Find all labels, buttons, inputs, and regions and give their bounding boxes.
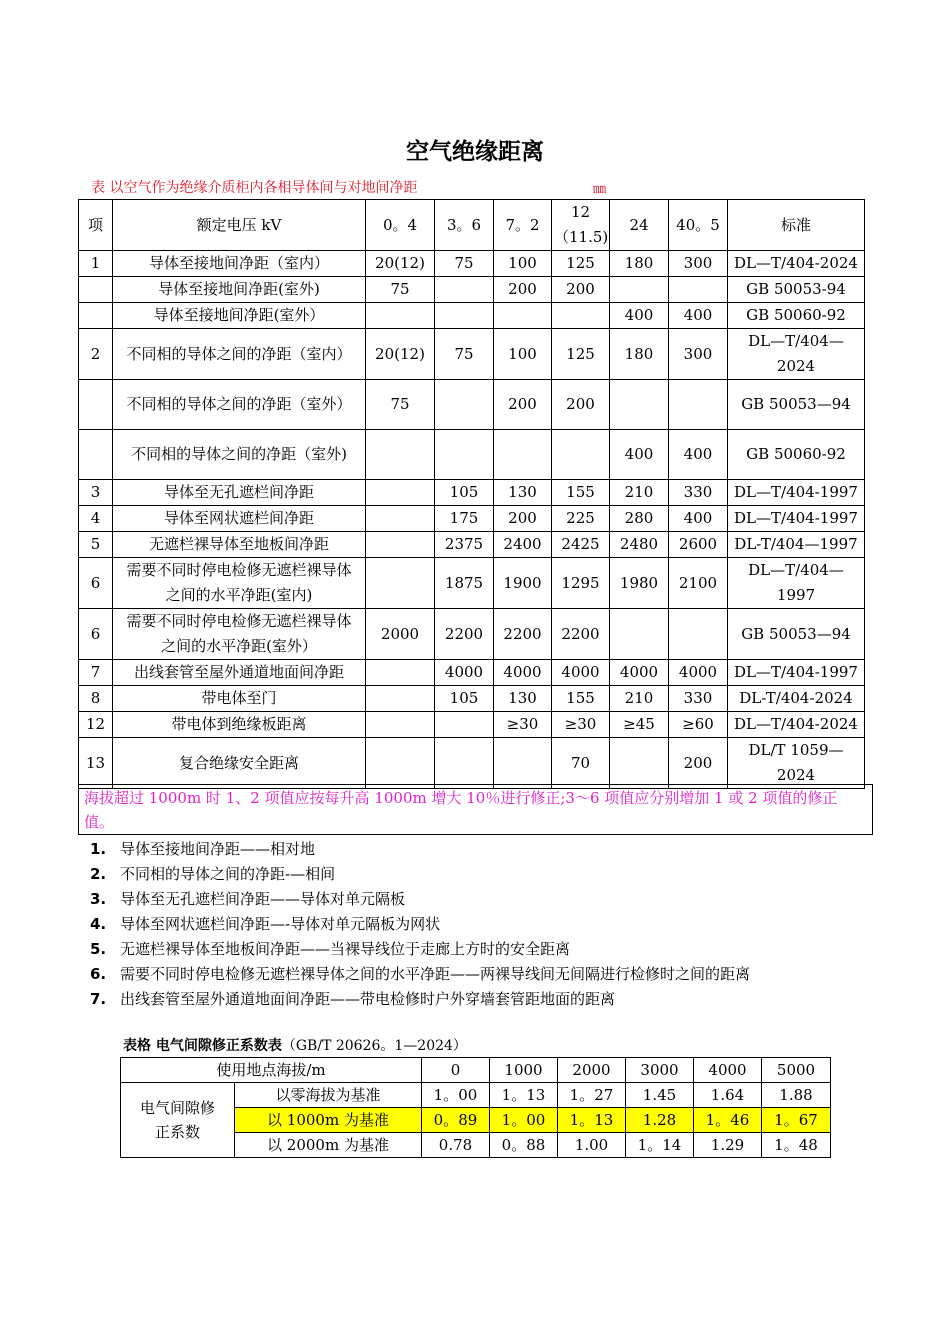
table-cell: 210 [610, 480, 669, 506]
definition-number: 3. [90, 890, 107, 908]
table-cell: 200 [494, 506, 552, 532]
table-cell: GB 50053—94 [728, 609, 865, 660]
page-title: 空气绝缘距离 [406, 139, 544, 165]
table-cell: 需要不同时停电检修无遮栏裸导体之间的水平净距(室外） [113, 609, 366, 660]
definition-text: 出线套管至屋外通道地面间净距——带电检修时户外穿墙套管距地面的距离 [120, 990, 616, 1008]
table-cell: 4000 [494, 660, 552, 686]
header-cell: 标准 [728, 200, 865, 251]
correction-header-cell: 0 [422, 1058, 490, 1083]
table-cell: 4000 [552, 660, 610, 686]
table-cell: 400 [610, 430, 669, 480]
table-cell: 1900 [494, 558, 552, 609]
correction-cell: 1。00 [490, 1108, 558, 1133]
header-cell: 12（11.5) [552, 200, 610, 251]
table-unit: ㎜ [593, 182, 607, 197]
table-cell: GB 50060-92 [728, 430, 865, 480]
table-cell: 180 [610, 329, 669, 380]
correction-cell: 1.28 [626, 1108, 694, 1133]
table-cell: GB 50053—94 [728, 380, 865, 430]
table-cell [366, 303, 435, 329]
table-row [79, 686, 865, 712]
table-cell: 1875 [435, 558, 494, 609]
correction-cell: 1。13 [558, 1108, 626, 1133]
table-row [79, 660, 865, 686]
table-cell: 2200 [494, 609, 552, 660]
table-cell: 75 [366, 380, 435, 430]
header-cell: 3。6 [435, 200, 494, 251]
table-cell: 280 [610, 506, 669, 532]
correction-cell: 0.78 [422, 1133, 490, 1158]
table-cell: 2200 [552, 609, 610, 660]
correction-cell: 1.88 [762, 1083, 831, 1108]
definition-text: 导体至接地间净距——相对地 [120, 840, 316, 858]
table-cell: 3 [79, 480, 113, 506]
table-cell: 导体至接地间净距(室外） [113, 303, 366, 329]
clearance-table [78, 199, 865, 789]
table-cell: 6 [79, 558, 113, 609]
definition-item [90, 887, 750, 912]
table-cell [366, 712, 435, 738]
table-cell: 75 [435, 251, 494, 277]
table-cell [494, 738, 552, 789]
table-cell: 2425 [552, 532, 610, 558]
table-cell: 2400 [494, 532, 552, 558]
table-cell: DL—T/404—2024 [728, 329, 865, 380]
correction-cell: 0。89 [422, 1108, 490, 1133]
table-cell: 2600 [669, 532, 728, 558]
table-cell: 330 [669, 686, 728, 712]
table-cell: 20(12) [366, 329, 435, 380]
table-cell: ≥60 [669, 712, 728, 738]
table-cell: 不同相的导体之间的净距（室外） [113, 380, 366, 430]
correction-cell: 以 1000m 为基准 [235, 1108, 422, 1133]
table-cell: 13 [79, 738, 113, 789]
table-cell [669, 277, 728, 303]
table-cell: 4000 [610, 660, 669, 686]
table-cell: 2 [79, 329, 113, 380]
table-cell: 225 [552, 506, 610, 532]
table-cell: 130 [494, 480, 552, 506]
definition-item [90, 862, 750, 887]
table-cell: 导体至接地间净距（室内） [113, 251, 366, 277]
header-cell: 40。5 [669, 200, 728, 251]
table-cell [366, 738, 435, 789]
table-cell: 4000 [435, 660, 494, 686]
header-cell: 额定电压 kV [113, 200, 366, 251]
table-cell [610, 380, 669, 430]
definition-number: 7. [90, 990, 107, 1008]
table-row [79, 380, 865, 430]
table-cell: 200 [669, 738, 728, 789]
correction-row [121, 1083, 831, 1108]
table-cell [494, 430, 552, 480]
table-cell: 带电体到绝缘板距离 [113, 712, 366, 738]
table-cell [669, 609, 728, 660]
table-cell: 6 [79, 609, 113, 660]
table-cell [435, 303, 494, 329]
correction-header-cell: 1000 [490, 1058, 558, 1083]
correction-cell: 1.45 [626, 1083, 694, 1108]
table-cell: DL—T/404-1997 [728, 480, 865, 506]
table-cell: 130 [494, 686, 552, 712]
header-cell: 24 [610, 200, 669, 251]
table-cell: 出线套管至屋外通道地面间净距 [113, 660, 366, 686]
table-caption-text: 表 以空气作为绝缘介质柜内各相导体间与对地间净距 [91, 180, 418, 196]
table-cell [435, 277, 494, 303]
table-cell: DL—T/404—1997 [728, 558, 865, 609]
table-cell [435, 712, 494, 738]
header-cell: 0。4 [366, 200, 435, 251]
table-cell: 105 [435, 686, 494, 712]
definition-item [90, 962, 750, 987]
table-row [79, 480, 865, 506]
table-cell [435, 430, 494, 480]
table-cell: 200 [494, 277, 552, 303]
correction-cell: 1。48 [762, 1133, 831, 1158]
table-row [79, 712, 865, 738]
table-cell [79, 430, 113, 480]
table-cell [610, 738, 669, 789]
table-row [79, 738, 865, 789]
table-cell: 125 [552, 251, 610, 277]
correction-cell: 1.29 [694, 1133, 762, 1158]
table-cell: 2375 [435, 532, 494, 558]
correction-caption [123, 1035, 467, 1055]
table-row [79, 609, 865, 660]
table-cell: DL—T/404-1997 [728, 660, 865, 686]
table-cell: 无遮栏裸导体至地板间净距 [113, 532, 366, 558]
definition-text: 需要不同时停电检修无遮栏裸导体之间的水平净距——两裸导线间无间隔进行检修时之间的距离 [120, 965, 751, 983]
table-cell: ≥30 [552, 712, 610, 738]
header-cell: 7。2 [494, 200, 552, 251]
table-cell: 180 [610, 251, 669, 277]
correction-cell: 1。67 [762, 1108, 831, 1133]
table-cell: 300 [669, 329, 728, 380]
table-cell: 400 [610, 303, 669, 329]
table-cell: 200 [494, 380, 552, 430]
definition-text: 无遮栏裸导体至地板间净距——当裸导线位于走廊上方时的安全距离 [120, 940, 571, 958]
table-cell: 不同相的导体之间的净距（室外) [113, 430, 366, 480]
correction-header-cell: 使用地点海拔/m [121, 1058, 422, 1083]
table-cell: 带电体至门 [113, 686, 366, 712]
correction-header-row [121, 1058, 831, 1083]
table-cell: 2480 [610, 532, 669, 558]
definition-item [90, 837, 750, 862]
table-cell: 复合绝缘安全距离 [113, 738, 366, 789]
table-cell [435, 738, 494, 789]
table-cell: GB 50060-92 [728, 303, 865, 329]
definition-text: 不同相的导体之间的净距-—相间 [120, 865, 336, 883]
table-cell: 400 [669, 430, 728, 480]
correction-header-cell: 3000 [626, 1058, 694, 1083]
table-cell: 1980 [610, 558, 669, 609]
definitions-list [90, 837, 750, 1012]
table-cell [366, 430, 435, 480]
table-cell [494, 303, 552, 329]
correction-cell: 1.00 [558, 1133, 626, 1158]
correction-header-cell: 2000 [558, 1058, 626, 1083]
correction-group-label: 电气间隙修正系数 [121, 1083, 235, 1158]
definition-number: 5. [90, 940, 107, 958]
table-cell: 210 [610, 686, 669, 712]
correction-header-cell: 4000 [694, 1058, 762, 1083]
table-cell: 125 [552, 329, 610, 380]
table-cell [366, 558, 435, 609]
table-cell: 155 [552, 686, 610, 712]
correction-table [120, 1057, 831, 1158]
table-row [79, 303, 865, 329]
definition-item [90, 987, 750, 1012]
table-cell: 需要不同时停电检修无遮栏裸导体之间的水平净距(室内) [113, 558, 366, 609]
table-cell: 300 [669, 251, 728, 277]
table-cell: ≥45 [610, 712, 669, 738]
table-cell [79, 380, 113, 430]
table-cell: 12 [79, 712, 113, 738]
table-cell [610, 277, 669, 303]
definition-number: 2. [90, 865, 107, 883]
header-cell: 项 [79, 200, 113, 251]
correction-header-cell: 5000 [762, 1058, 831, 1083]
table-cell: 100 [494, 251, 552, 277]
table-cell [366, 532, 435, 558]
table-cell: 105 [435, 480, 494, 506]
table-cell: DL/T 1059—2024 [728, 738, 865, 789]
definition-number: 6. [90, 965, 107, 983]
table-cell: 155 [552, 480, 610, 506]
definition-text: 导体至网状遮栏间净距—-导体对单元隔板为网状 [120, 915, 441, 933]
table-cell: 4000 [669, 660, 728, 686]
table-cell: 不同相的导体之间的净距（室内） [113, 329, 366, 380]
altitude-note: 海拔超过 1000m 时 1、2 项值应按每升高 1000m 增大 10％进行修正;3～6 项值应分别增加 1 或 2 项值的修正值。 [78, 784, 873, 835]
table-cell: DL-T/404—1997 [728, 532, 865, 558]
table-cell: 400 [669, 506, 728, 532]
definition-item [90, 912, 750, 937]
table-cell: 4 [79, 506, 113, 532]
correction-caption-rest: （GB/T 20626。1—2024） [281, 1038, 467, 1054]
table-cell: 导体至网状遮栏间净距 [113, 506, 366, 532]
table-cell [366, 480, 435, 506]
correction-cell: 1。14 [626, 1133, 694, 1158]
table-cell [435, 380, 494, 430]
table-cell: 330 [669, 480, 728, 506]
correction-cell: 1。27 [558, 1083, 626, 1108]
table-cell: 75 [366, 277, 435, 303]
table-caption [91, 177, 607, 197]
correction-cell: 1。13 [490, 1083, 558, 1108]
table-row [79, 329, 865, 380]
table-cell: ≥30 [494, 712, 552, 738]
table-cell: 70 [552, 738, 610, 789]
table-row [79, 532, 865, 558]
table-cell [552, 303, 610, 329]
definition-text: 导体至无孔遮栏间净距——导体对单元隔板 [120, 890, 406, 908]
correction-cell: 1。00 [422, 1083, 490, 1108]
definition-item [90, 937, 750, 962]
table-row [79, 558, 865, 609]
table-cell [366, 660, 435, 686]
table-cell: 100 [494, 329, 552, 380]
correction-cell: 1.64 [694, 1083, 762, 1108]
table-row [79, 251, 865, 277]
table-cell [552, 430, 610, 480]
table-cell [610, 609, 669, 660]
correction-cell: 以 2000m 为基准 [235, 1133, 422, 1158]
table-cell: 导体至无孔遮栏间净距 [113, 480, 366, 506]
table-cell: DL—T/404-2024 [728, 251, 865, 277]
table-cell: 200 [552, 277, 610, 303]
table-cell: 200 [552, 380, 610, 430]
table-cell [669, 380, 728, 430]
table-cell: 2200 [435, 609, 494, 660]
table-cell: DL—T/404-2024 [728, 712, 865, 738]
correction-caption-bold: 表格 电气间隙修正系数表 [123, 1038, 282, 1054]
table-row [79, 430, 865, 480]
table-cell: 175 [435, 506, 494, 532]
definition-number: 4. [90, 915, 107, 933]
table-cell: 5 [79, 532, 113, 558]
correction-cell: 1。46 [694, 1108, 762, 1133]
table-cell: 20(12) [366, 251, 435, 277]
table-cell [366, 506, 435, 532]
table-cell [366, 686, 435, 712]
correction-cell: 以零海拔为基准 [235, 1083, 422, 1108]
table-cell: 2100 [669, 558, 728, 609]
table-cell: 1295 [552, 558, 610, 609]
table-cell [79, 277, 113, 303]
table-cell: DL—T/404-1997 [728, 506, 865, 532]
table-cell: 1 [79, 251, 113, 277]
table-header-row [79, 200, 865, 251]
table-cell [79, 303, 113, 329]
correction-cell: 0。88 [490, 1133, 558, 1158]
table-cell: 75 [435, 329, 494, 380]
table-cell: DL-T/404-2024 [728, 686, 865, 712]
table-cell: 8 [79, 686, 113, 712]
table-cell: 导体至接地间净距(室外) [113, 277, 366, 303]
table-cell: 7 [79, 660, 113, 686]
table-row [79, 506, 865, 532]
table-cell: 2000 [366, 609, 435, 660]
table-cell: 400 [669, 303, 728, 329]
table-row [79, 277, 865, 303]
table-cell: GB 50053-94 [728, 277, 865, 303]
definition-number: 1. [90, 840, 107, 858]
